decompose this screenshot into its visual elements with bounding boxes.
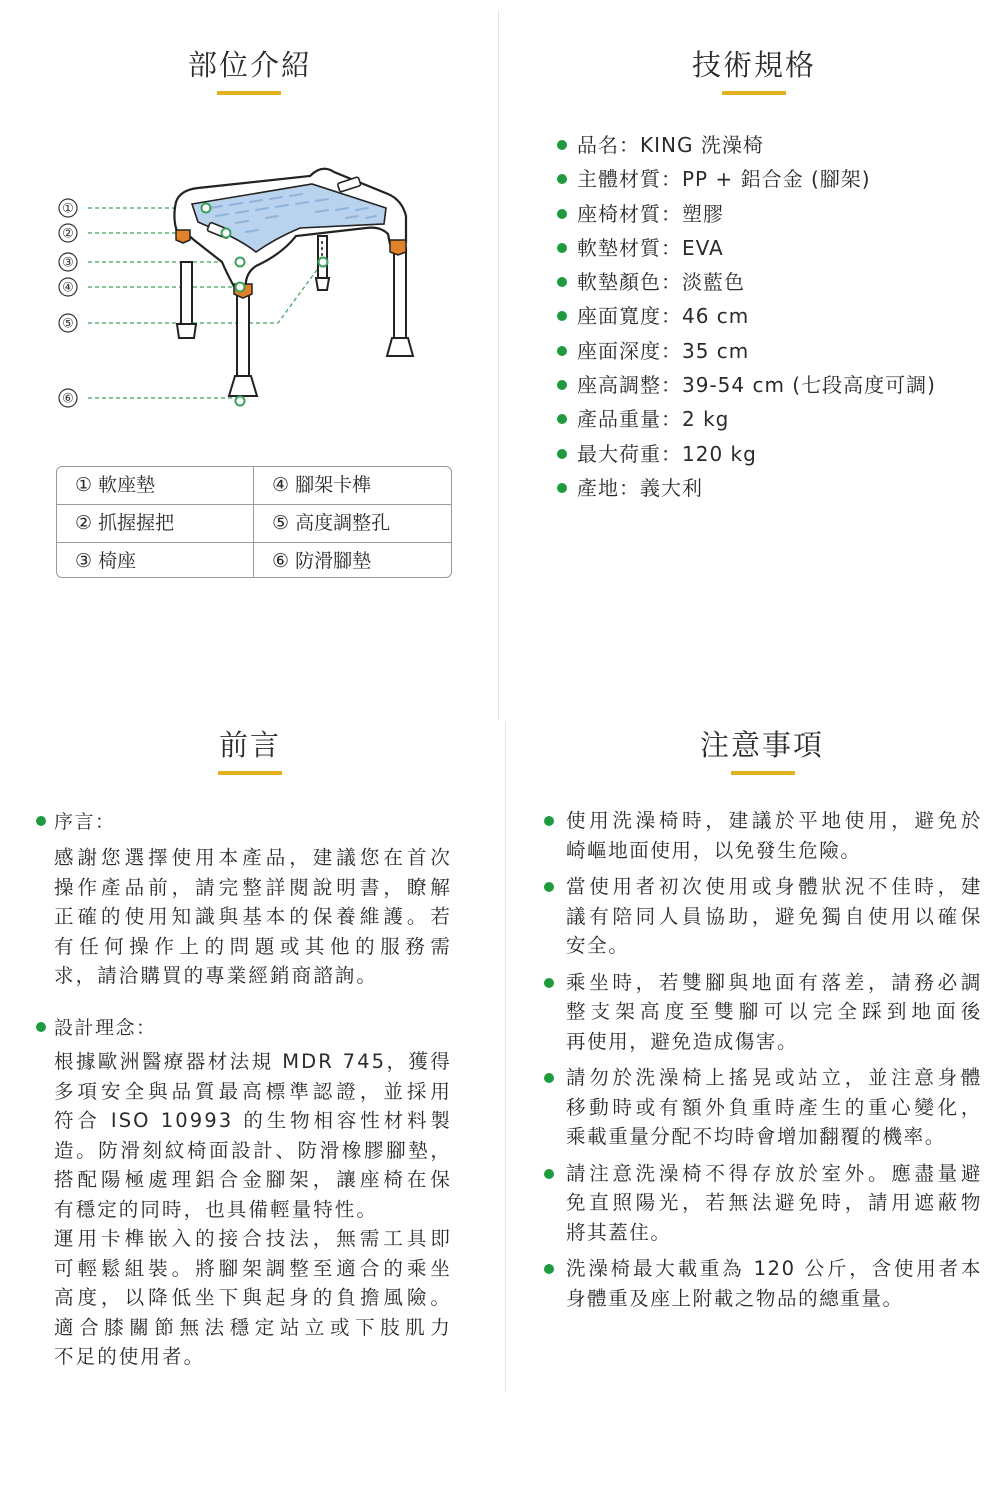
note-line: 請注意洗澡椅不得存放於室外。應盡量避: [566, 1161, 982, 1185]
spec-list: [557, 130, 936, 507]
design-line: 運用卡榫嵌入的接合技法，無需工具即: [54, 1227, 452, 1250]
svg-text:⑥: ⑥: [62, 391, 74, 407]
spec-item: 座面深度：35 cm: [557, 336, 936, 370]
design-label: 設計理念：: [54, 1017, 157, 1039]
spec-item: 產地：義大利: [557, 473, 936, 507]
parts-table-cell: ⑤ 高度調整孔: [272, 512, 391, 534]
note-line: 再使用，避免造成傷害。: [566, 1029, 799, 1053]
design-line: 符合 ISO 10993 的生物相容性材料製: [54, 1109, 452, 1132]
note-item: [542, 1063, 982, 1152]
spec-item: 軟墊顏色：淡藍色: [557, 267, 936, 301]
spec-item: 品名：KING 洗澡椅: [557, 130, 936, 164]
design-paragraph: [54, 1047, 452, 1372]
note-line: 當使用者初次使用或身體狀況不佳時，建: [566, 875, 982, 898]
note-line: 移動時或有額外負重時產生的重心變化，: [566, 1095, 982, 1119]
spec-item: 軟墊材質：EVA: [557, 233, 936, 267]
note-item: [542, 1159, 982, 1248]
parts-table: [56, 466, 452, 578]
design-line: 不足的使用者。: [54, 1345, 206, 1368]
note-line: 身體重及座上附載之物品的總重量。: [566, 1286, 904, 1310]
notes-title-underline: [731, 771, 795, 775]
notes-list: [542, 806, 982, 1320]
design-line: 搭配陽極處理鋁合金腳架，讓座椅在保: [54, 1168, 452, 1191]
chair-diagram: [50, 150, 460, 430]
note-line: 請勿於洗澡椅上搖晃或站立，並注意身體: [566, 1066, 982, 1089]
svg-text:⑤: ⑤: [62, 316, 74, 332]
note-line: 免直照陽光，若無法避免時，請用遮蔽物: [566, 1191, 982, 1214]
specs-title-underline: [722, 91, 786, 95]
design-line: 多項安全與品質最高標準認證，並採用: [54, 1079, 452, 1103]
parts-table-cell: ① 軟座墊: [75, 474, 156, 496]
note-line: 乘坐時，若雙腳與地面有落差，請務必調: [566, 970, 982, 994]
callout-6: [59, 389, 77, 407]
design-line: 可輕鬆組裝。將腳架調整至適合的乘坐: [54, 1256, 452, 1280]
design-line: 適合膝關節無法穩定站立或下肢肌力: [54, 1315, 452, 1339]
callout-markers: [59, 199, 77, 407]
note-line: 使用洗澡椅時，建議於平地使用，避免於: [566, 809, 982, 832]
parts-table-cell: ④ 腳架卡榫: [272, 474, 372, 496]
column-divider-bottom: [505, 722, 506, 1392]
svg-text:①: ①: [62, 201, 74, 217]
callout-4: [59, 278, 77, 296]
preface-title: 前言: [218, 728, 281, 762]
spec-item: 座面寬度：46 cm: [557, 301, 936, 335]
spec-item: 最大荷重：120 kg: [557, 439, 936, 473]
parts-title: 部位介紹: [187, 48, 312, 82]
spec-item: 座椅材質：塑膠: [557, 199, 936, 233]
design-line: 造。防滑刻紋椅面設計、防滑橡膠腳墊，: [54, 1138, 452, 1162]
callout-1: [59, 199, 77, 217]
spec-item: 座高調整：39-54 cm (七段高度可調): [557, 370, 936, 404]
spec-item: 主體材質：PP + 鋁合金 (腳架): [557, 164, 936, 198]
intro-line: 感謝您選擇使用本產品，建議您在首次: [54, 846, 452, 869]
parts-title-underline: [217, 91, 281, 95]
note-line: 乘載重量分配不均時會增加翻覆的機率。: [566, 1125, 946, 1148]
parts-table-cell: ⑥ 防滑腳墊: [272, 550, 372, 572]
design-line: 有穩定的同時，也具備輕量特性。: [54, 1197, 379, 1221]
design-line: 高度，以降低坐下與起身的負擔風險。: [54, 1286, 452, 1309]
note-line: 整支架高度至雙腳可以完全踩到地面後: [566, 1000, 982, 1023]
spec-item: 產品重量：2 kg: [557, 404, 936, 438]
note-line: 崎嶇地面使用，以免發生危險。: [566, 838, 862, 862]
note-item: [542, 872, 982, 961]
note-item: [542, 806, 982, 865]
note-item: [542, 968, 982, 1057]
svg-text:②: ②: [62, 226, 74, 242]
intro-line: 有任何操作上的問題或其他的服務需: [54, 934, 452, 958]
note-line: 將其蓋住。: [566, 1220, 672, 1244]
callout-5: [59, 314, 77, 332]
preface-title-underline: [218, 771, 282, 775]
callout-3: [59, 253, 77, 271]
note-line: 安全。: [566, 934, 630, 957]
intro-paragraph: [54, 843, 452, 991]
notes-title: 注意事項: [699, 728, 824, 762]
specs-title: 技術規格: [691, 48, 816, 82]
intro-bullet: [36, 816, 46, 826]
callout-2: [59, 224, 77, 242]
intro-line: 正確的使用知識與基本的保養維護。若: [54, 905, 452, 928]
svg-text:③: ③: [62, 255, 74, 271]
svg-text:④: ④: [62, 280, 74, 296]
design-bullet: [36, 1022, 46, 1032]
column-divider-top: [498, 10, 499, 720]
parts-table-cell: ③ 椅座: [75, 550, 137, 572]
design-line: 根據歐洲醫療器材法規 MDR 745，獲得: [54, 1050, 452, 1073]
note-item: [542, 1254, 982, 1313]
note-line: 議有陪同人員協助，避免獨自使用以確保: [566, 904, 982, 928]
intro-line: 求，請洽購買的專業經銷商諮詢。: [54, 964, 379, 987]
intro-label: 序言：: [54, 811, 116, 833]
note-line: 洗澡椅最大載重為 120 公斤，含使用者本: [566, 1257, 982, 1280]
parts-table-cell: ② 抓握握把: [75, 512, 175, 534]
intro-line: 操作產品前，請完整詳閱說明書，瞭解: [54, 875, 452, 899]
